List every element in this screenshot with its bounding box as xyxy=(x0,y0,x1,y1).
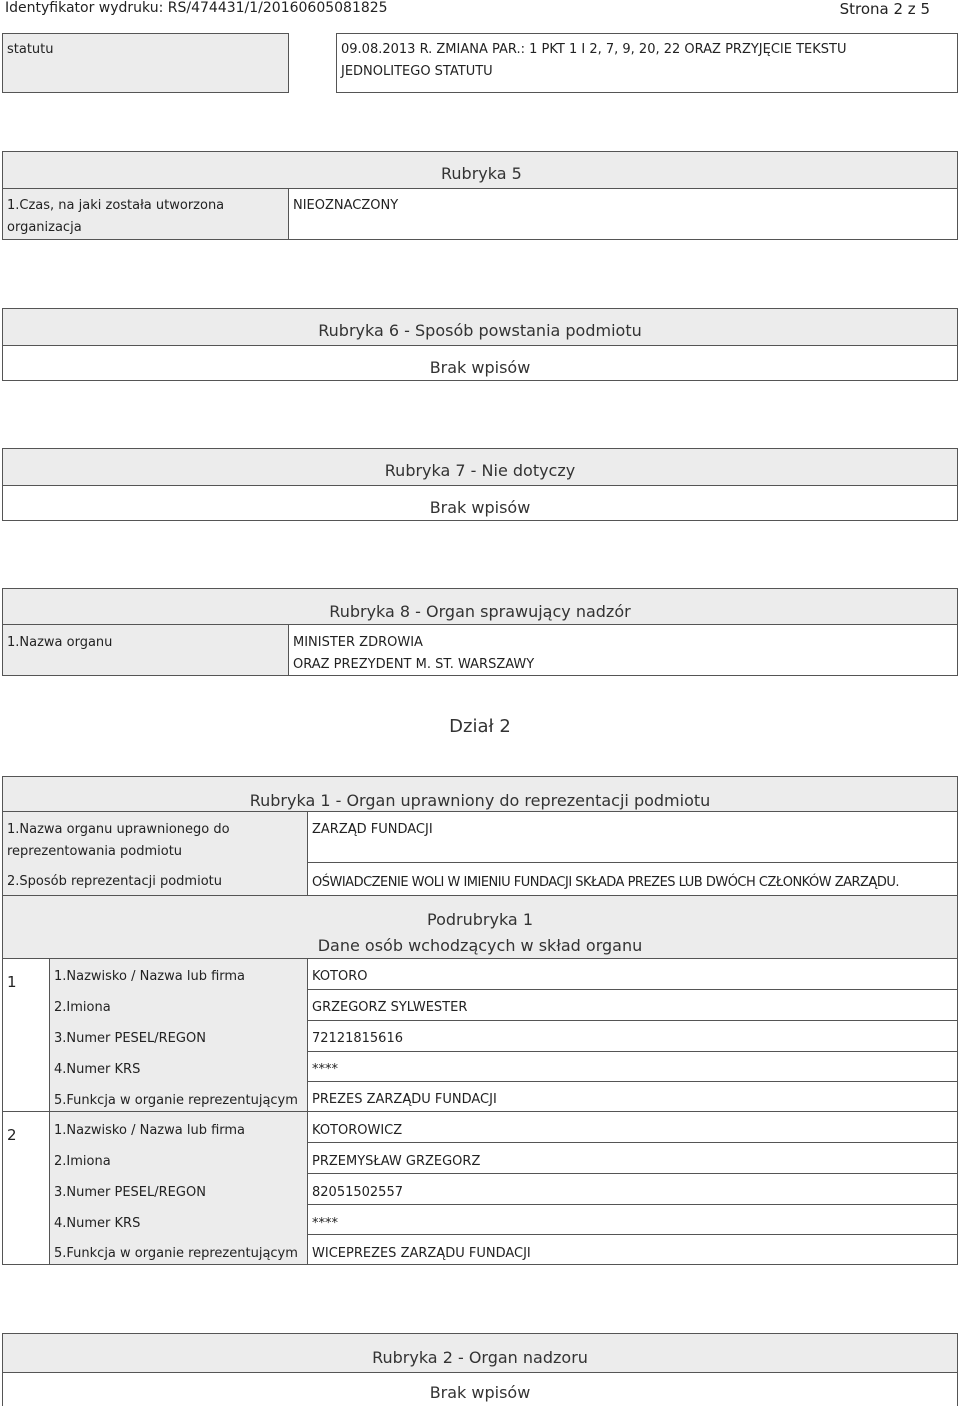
function-cell xyxy=(307,1081,958,1112)
statute-label-cell xyxy=(2,33,289,93)
d2-rubryka1-header xyxy=(2,776,958,812)
person-labels xyxy=(49,958,308,1112)
d2-rubryka1-labels xyxy=(2,811,308,896)
representation-method-value: OŚWIADCZENIE WOLI W IMIENIU FUNDACJI SKŁADA PREZES LUB DWÓCH CZŁONKÓW ZARZĄDU. xyxy=(312,875,899,890)
pesel-label: 3.Numer PESEL/REGON xyxy=(54,1031,206,1046)
statute-value-cell xyxy=(336,33,958,93)
krs-cell xyxy=(307,1204,958,1235)
print-identifier: Identyfikator wydruku: RS/474431/1/20160605081825 xyxy=(5,0,388,16)
rubryka7-empty: Brak wpisów xyxy=(429,498,531,517)
statute-value-line2: JEDNOLITEGO STATUTU xyxy=(341,64,493,79)
statute-label: statutu xyxy=(7,42,54,57)
rubryka2-body xyxy=(2,1372,958,1406)
representation-method-label: 2.Sposób reprezentacji podmiotu xyxy=(7,874,222,889)
names-cell xyxy=(307,989,958,1021)
pesel-cell xyxy=(307,1020,958,1052)
rubryka8-value-line1: MINISTER ZDROWIA xyxy=(293,635,423,650)
names-label: 2.Imiona xyxy=(54,1154,111,1169)
organ-name-label-line2: reprezentowania podmiotu xyxy=(7,844,183,859)
person-number-cell xyxy=(2,958,50,1112)
person-number: 1 xyxy=(7,973,17,991)
pesel-cell xyxy=(307,1173,958,1205)
rubryka6-empty: Brak wpisów xyxy=(429,358,531,377)
podrubryka-header xyxy=(2,895,958,959)
podrubryka-subtitle: Dane osób wchodzących w skład organu xyxy=(317,936,643,955)
rubryka6-body xyxy=(2,345,958,381)
rubryka5-title: Rubryka 5 xyxy=(441,164,522,183)
rubryka8-label: 1.Nazwa organu xyxy=(7,635,113,650)
rubryka8-value-line2: ORAZ PREZYDENT M. ST. WARSZAWY xyxy=(293,657,535,672)
rubryka2-title: Rubryka 2 - Organ nadzoru xyxy=(372,1348,588,1367)
surname-value: KOTORO xyxy=(312,969,368,984)
pesel-label: 3.Numer PESEL/REGON xyxy=(54,1185,206,1200)
rubryka2-header xyxy=(2,1333,958,1373)
pesel-value: 72121815616 xyxy=(312,1031,403,1046)
organ-name-label-line1: 1.Nazwa organu uprawnionego do xyxy=(7,822,230,837)
names-value: GRZEGORZ SYLWESTER xyxy=(312,1000,468,1015)
section-title: Dział 2 xyxy=(449,716,511,737)
rubryka7-title: Rubryka 7 - Nie dotyczy xyxy=(384,461,576,480)
function-cell xyxy=(307,1234,958,1265)
function-value: PREZES ZARZĄDU FUNDACJI xyxy=(312,1092,497,1107)
function-value: WICEPREZES ZARZĄDU FUNDACJI xyxy=(312,1246,531,1261)
rubryka6-title: Rubryka 6 - Sposób powstania podmiotu xyxy=(318,321,642,340)
names-label: 2.Imiona xyxy=(54,1000,111,1015)
rubryka8-title: Rubryka 8 - Organ sprawujący nadzór xyxy=(329,602,631,621)
rubryka5-label-line1: 1.Czas, na jaki została utworzona xyxy=(7,198,225,213)
representation-method-value-cell xyxy=(307,862,958,896)
rubryka5-header xyxy=(2,151,958,189)
rubryka5-value-cell xyxy=(288,188,958,240)
rubryka8-value-cell xyxy=(288,624,958,676)
krs-label: 4.Numer KRS xyxy=(54,1062,141,1077)
person-labels xyxy=(49,1111,308,1265)
pesel-value: 82051502557 xyxy=(312,1185,403,1200)
rubryka8-header xyxy=(2,588,958,625)
krs-cell xyxy=(307,1051,958,1082)
rubryka2-empty: Brak wpisów xyxy=(429,1383,531,1402)
rubryka5-label-line2: organizacja xyxy=(7,220,82,235)
d2-rubryka1-title: Rubryka 1 - Organ uprawniony do reprezentacji podmiotu xyxy=(249,791,711,810)
rubryka6-header xyxy=(2,308,958,346)
krs-value: **** xyxy=(312,1216,338,1231)
rubryka7-body xyxy=(2,485,958,521)
organ-name-value: ZARZĄD FUNDACJI xyxy=(312,822,433,837)
page-number: Strona 2 z 5 xyxy=(839,0,930,18)
krs-value: **** xyxy=(312,1062,338,1077)
person-number-cell xyxy=(2,1111,50,1265)
rubryka5-label-cell xyxy=(2,188,289,240)
surname-cell xyxy=(307,1111,958,1143)
surname-label: 1.Nazwisko / Nazwa lub firma xyxy=(54,969,246,984)
surname-label: 1.Nazwisko / Nazwa lub firma xyxy=(54,1123,246,1138)
names-value: PRZEMYSŁAW GRZEGORZ xyxy=(312,1154,481,1169)
statute-value-line1: 09.08.2013 R. ZMIANA PAR.: 1 PKT 1 I 2, 7, 9, 20, 22 ORAZ PRZYJĘCIE TEKSTU xyxy=(341,42,847,57)
function-label: 5.Funkcja w organie reprezentującym xyxy=(54,1246,298,1261)
rubryka8-label-cell xyxy=(2,624,289,676)
podrubryka-title: Podrubryka 1 xyxy=(427,910,533,929)
krs-label: 4.Numer KRS xyxy=(54,1216,141,1231)
rubryka7-header xyxy=(2,448,958,486)
organ-name-value-cell xyxy=(307,811,958,863)
surname-value: KOTOROWICZ xyxy=(312,1123,403,1138)
surname-cell xyxy=(307,958,958,990)
rubryka5-value: NIEOZNACZONY xyxy=(293,198,399,213)
person-number: 2 xyxy=(7,1126,17,1144)
names-cell xyxy=(307,1142,958,1174)
function-label: 5.Funkcja w organie reprezentującym xyxy=(54,1093,298,1108)
